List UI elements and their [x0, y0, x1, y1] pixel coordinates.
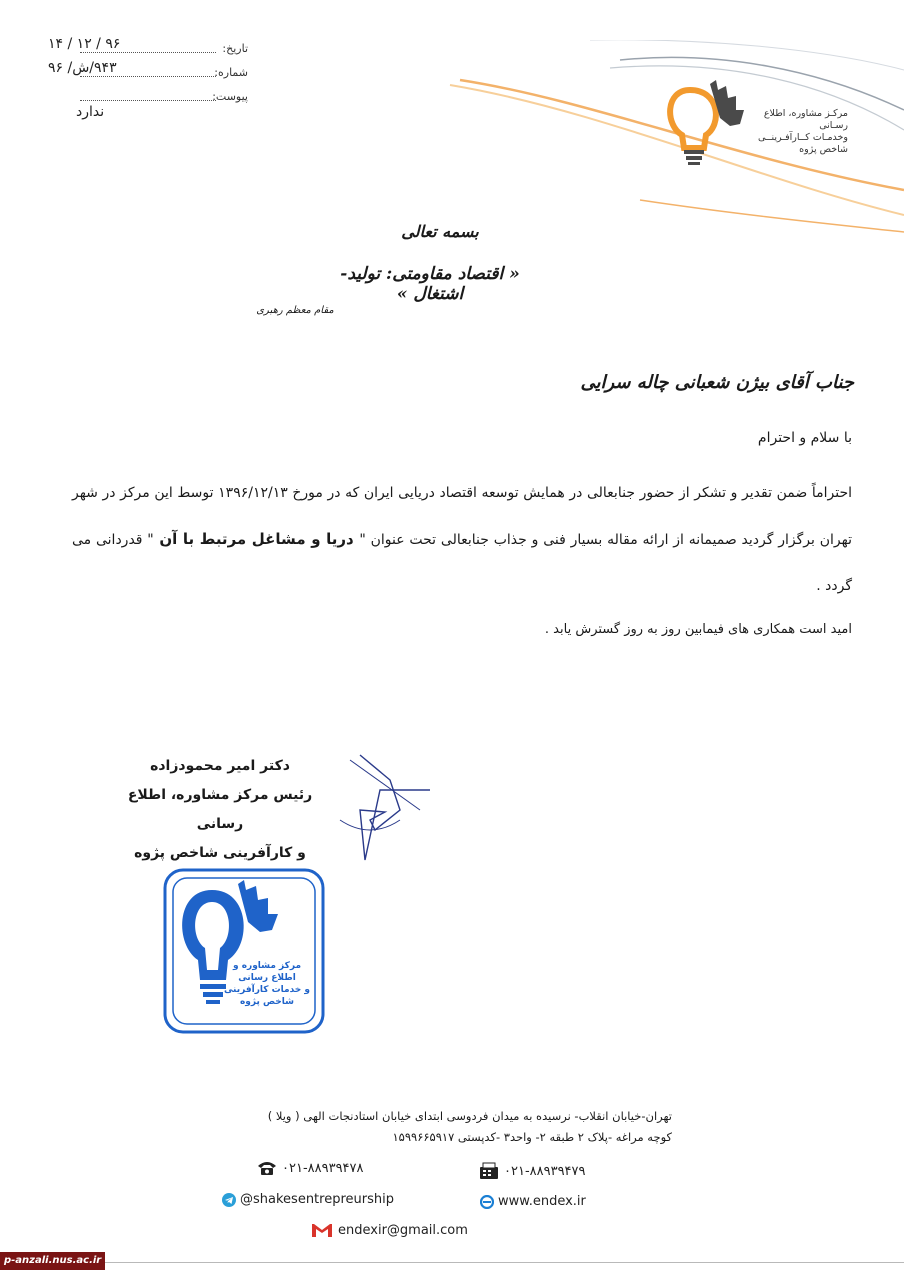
- number-dots: [80, 76, 216, 77]
- fax-icon: [478, 1162, 500, 1180]
- greeting: با سلام و احترام: [757, 430, 852, 446]
- attachment-label: پیوست:: [212, 90, 248, 103]
- stamp-line-3: شاخص پژوه: [239, 997, 294, 1007]
- footer-tel: [256, 1160, 364, 1176]
- date-dots: [80, 52, 216, 53]
- letter-paragraph: [72, 470, 852, 609]
- logo-line-1: مرکـز مشاوره، اطلاع رسـانی: [763, 108, 848, 131]
- letter-meta: [48, 36, 248, 120]
- signer-role-2: و کارآفرینی شاخص پژوه: [134, 845, 306, 861]
- date-label: تاریخ:: [222, 42, 248, 55]
- paragraph-part-1: احتراماً ضمن تقدیر و تشکر از حضور جنابعالی در همایش توسعه اقتصاد دریایی ایران که در مورخ ۱۳۹۶/۱۲/۱۳ توسط این مرکز در شهر تهران برگزار گردید صمیمانه از ارائه مقاله بسیار فنی و جذاب جنابعالی تحت عنوان ": [72, 485, 853, 548]
- email-address[interactable]: endexir@gmail.com: [338, 1222, 468, 1238]
- footer-email: [310, 1222, 468, 1238]
- addressee: جناب آقای بیژن شعبانی چاله سرایی: [580, 372, 854, 393]
- signer-role-1: رئیس مرکز مشاوره، اطلاع رسانی: [127, 787, 313, 832]
- paragraph-part-2: " قدردانی می گردد .: [72, 532, 852, 594]
- number-label: شماره:: [214, 66, 248, 79]
- footer-address: [152, 1106, 672, 1148]
- footer-website: [480, 1194, 586, 1209]
- bismillah-heading: بسمه تعالی: [401, 222, 479, 241]
- footer-fax: [478, 1162, 586, 1180]
- tel-number: ۰۲۱-۸۸۹۳۹۴۷۸: [282, 1160, 364, 1176]
- number-row: [48, 62, 248, 86]
- signer-name: دکتر امیر محمودزاده: [150, 758, 290, 774]
- handwritten-signature: [330, 750, 440, 870]
- address-line-2: کوچه مراغه -پلاک ۲ طبقه ۲- واحد۳ -کدپستی ۱۵۹۹۶۶۵۹۱۷: [392, 1130, 672, 1144]
- attachment-dots: [80, 100, 216, 101]
- number-value: ۹۴۳/ش/ ۹۶: [48, 60, 117, 76]
- footer-telegram: [222, 1192, 394, 1207]
- attachment-value: ندارد: [76, 104, 105, 120]
- signature-block: [110, 752, 330, 868]
- gmail-icon: [310, 1222, 334, 1238]
- telegram-icon: [222, 1193, 236, 1207]
- logo-text: [738, 108, 848, 156]
- date-value: ۹۶ / ۱۲ / ۱۴: [48, 36, 121, 52]
- bottom-divider: [105, 1262, 904, 1263]
- website-url[interactable]: www.endex.ir: [498, 1194, 586, 1209]
- slogan-attribution: مقام معظم رهبری: [256, 305, 334, 316]
- stamp-line-2: و خدمات کارآفرینی: [223, 985, 311, 995]
- internet-explorer-icon: [480, 1195, 494, 1209]
- source-watermark: p-anzali.nus.ac.ir: [0, 1252, 105, 1270]
- telephone-icon: [256, 1160, 278, 1176]
- address-line-1: تهران-خیابان انقلاب- نرسیده به میدان فردوسی ابتدای خیابان استادنجات الهی ( ویلا ): [267, 1109, 672, 1123]
- logo-line-2: وخدمـات کــارآفـرینــی: [758, 132, 848, 143]
- paper-title: دریا و مشاغل مرتبط با آن: [153, 530, 360, 548]
- fax-number: ۰۲۱-۸۸۹۳۹۴۷۹: [504, 1163, 586, 1179]
- stamp-text: [222, 960, 312, 1008]
- organization-stamp: [160, 860, 330, 1040]
- date-row: [48, 38, 248, 62]
- logo-line-3: شاخص پژوه: [799, 144, 848, 155]
- attachment-row: [48, 86, 248, 120]
- stamp-line-1: مرکز مشاوره و اطلاع رسانی: [232, 961, 302, 983]
- closing-hope: امید است همکاری های فیمابین روز به روز گسترش یابد .: [544, 622, 852, 637]
- telegram-handle[interactable]: @shakesentrepreurship: [240, 1192, 394, 1207]
- slogan-heading: « اقتصاد مقاومتی: تولید- اشتغال »: [340, 264, 520, 304]
